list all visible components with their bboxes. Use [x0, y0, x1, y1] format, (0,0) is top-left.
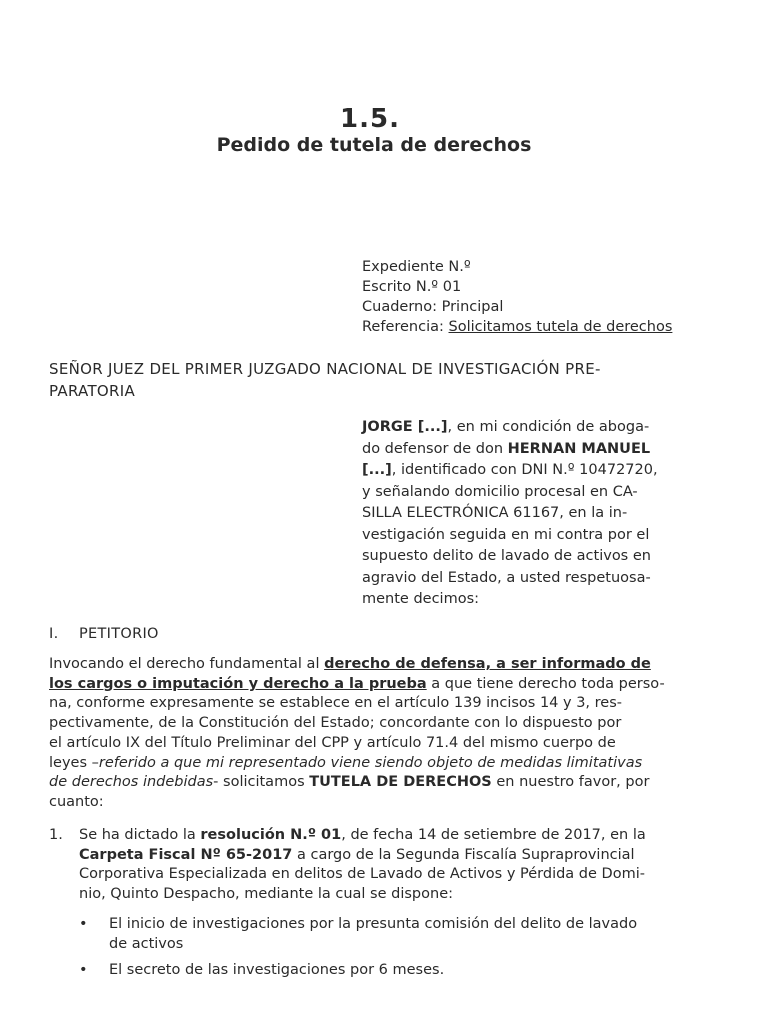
intro-line: vestigación seguida en mi contra por el — [362, 526, 650, 543]
petitorio-paragraph — [49, 655, 701, 813]
intro-line: mente decimos: — [362, 591, 480, 607]
body-line — [49, 773, 701, 793]
resolution-ref: resolución N.º 01 — [200, 827, 342, 843]
body-text: leyes – — [49, 754, 99, 771]
expediente-line: Expediente N.º — [362, 259, 471, 275]
bullet-item — [79, 915, 637, 954]
section-title: PETITORIO — [79, 626, 159, 642]
intro-paragraph — [362, 417, 700, 611]
italic-remark-cont: de derechos indebidas — [49, 774, 214, 791]
item-line — [79, 826, 646, 846]
document-title: Pedido de tutela de derechos — [216, 134, 532, 156]
body-text: a que tiene derecho toda perso- — [426, 675, 665, 692]
list-item-number: 1. — [49, 827, 63, 843]
bullet-line: El inicio de investigaciones por la presunta comisión del delito de lavado — [109, 916, 638, 932]
intro-line: supuesto delito de lavado de activos en — [362, 548, 651, 564]
item-line — [79, 846, 646, 866]
referencia-line — [362, 317, 672, 337]
italic-remark: referido a que mi representado viene siendo objeto de medidas limitativas — [98, 754, 643, 771]
section-number: 1.5. — [340, 104, 400, 134]
lawyer-name: JORGE [...] — [362, 419, 448, 435]
body-line: el artículo IX del Título Preliminar del CPP y artículo 71.4 del mismo cuerpo de — [49, 734, 616, 751]
intro-line: y señalando domicilio procesal en CA- — [362, 483, 638, 500]
body-line — [49, 754, 701, 774]
intro-line: SILLA ELECTRÓNICA 61167, en la in- — [362, 505, 628, 521]
bullet-line: de activos — [109, 935, 184, 952]
referencia-label: Referencia: — [362, 319, 444, 335]
bullet-line: El secreto de las investigaciones por 6 meses. — [109, 962, 445, 979]
intro-line: agravio del Estado, a usted respetuosa- — [362, 569, 651, 586]
intro-line — [362, 439, 700, 461]
body-line — [49, 655, 701, 675]
rights-emphasis: derecho de defensa, a ser informado de — [324, 656, 651, 672]
client-name-cont: [...] — [362, 462, 392, 478]
referencia-value: Solicitamos tutela de derechos — [448, 319, 673, 335]
addressee — [49, 358, 699, 402]
intro-line — [362, 460, 700, 482]
intro-line — [362, 417, 700, 439]
item-line: Corporativa Especializada en delitos de Lavado de Activos y Pérdida de Domi- — [79, 866, 645, 883]
item-text: Se ha dictado la — [79, 827, 201, 843]
addressee-line-2: PARATORIA — [49, 382, 136, 400]
item-line: nio, Quinto Despacho, mediante la cual se dispone: — [79, 885, 453, 902]
body-line: cuanto: — [49, 793, 104, 810]
item-text: , de fecha 14 de setiembre de 2017, en la — [341, 827, 646, 843]
body-line: pectivamente, de la Constitución del Estado; concordante con lo dispuesto por — [49, 715, 622, 732]
list-item-text — [79, 826, 646, 904]
bullet-dot-icon: • — [79, 962, 88, 979]
addressee-line-1: SEÑOR JUEZ DEL PRIMER JUZGADO NACIONAL DE INVESTIGACIÓN PRE- — [49, 360, 601, 378]
cuaderno-line: Cuaderno: Principal — [362, 299, 504, 315]
tutela-emphasis: TUTELA DE DERECHOS — [309, 774, 492, 791]
rights-emphasis-cont: los cargos o imputación y derecho a la prueba — [49, 675, 427, 692]
case-metadata — [362, 257, 672, 337]
bullet-dot-icon: • — [79, 916, 88, 932]
body-text: - solicitamos — [213, 774, 310, 791]
carpeta-ref: Carpeta Fiscal Nº 65-2017 — [79, 846, 293, 863]
client-name: HERNAN MANUEL — [507, 440, 651, 457]
bullet-item — [79, 961, 637, 981]
escrito-line: Escrito N.º 01 — [362, 279, 462, 295]
intro-text: do defensor de don — [362, 440, 508, 457]
intro-text: , identificado con DNI N.º 10472720, — [391, 462, 658, 478]
body-line: na, conforme expresamente se establece en el artículo 139 incisos 14 y 3, res- — [49, 695, 623, 712]
item-text: a cargo de la Segunda Fiscalía Supraprovincial — [292, 846, 635, 863]
body-text: Invocando el derecho fundamental al — [49, 656, 325, 672]
body-text: en nuestro favor, por — [491, 774, 650, 791]
section-roman: I. — [49, 626, 59, 642]
section-heading — [49, 626, 159, 642]
intro-text: , en mi condición de aboga- — [447, 419, 650, 435]
body-line — [49, 675, 701, 695]
bullet-list — [79, 915, 637, 988]
